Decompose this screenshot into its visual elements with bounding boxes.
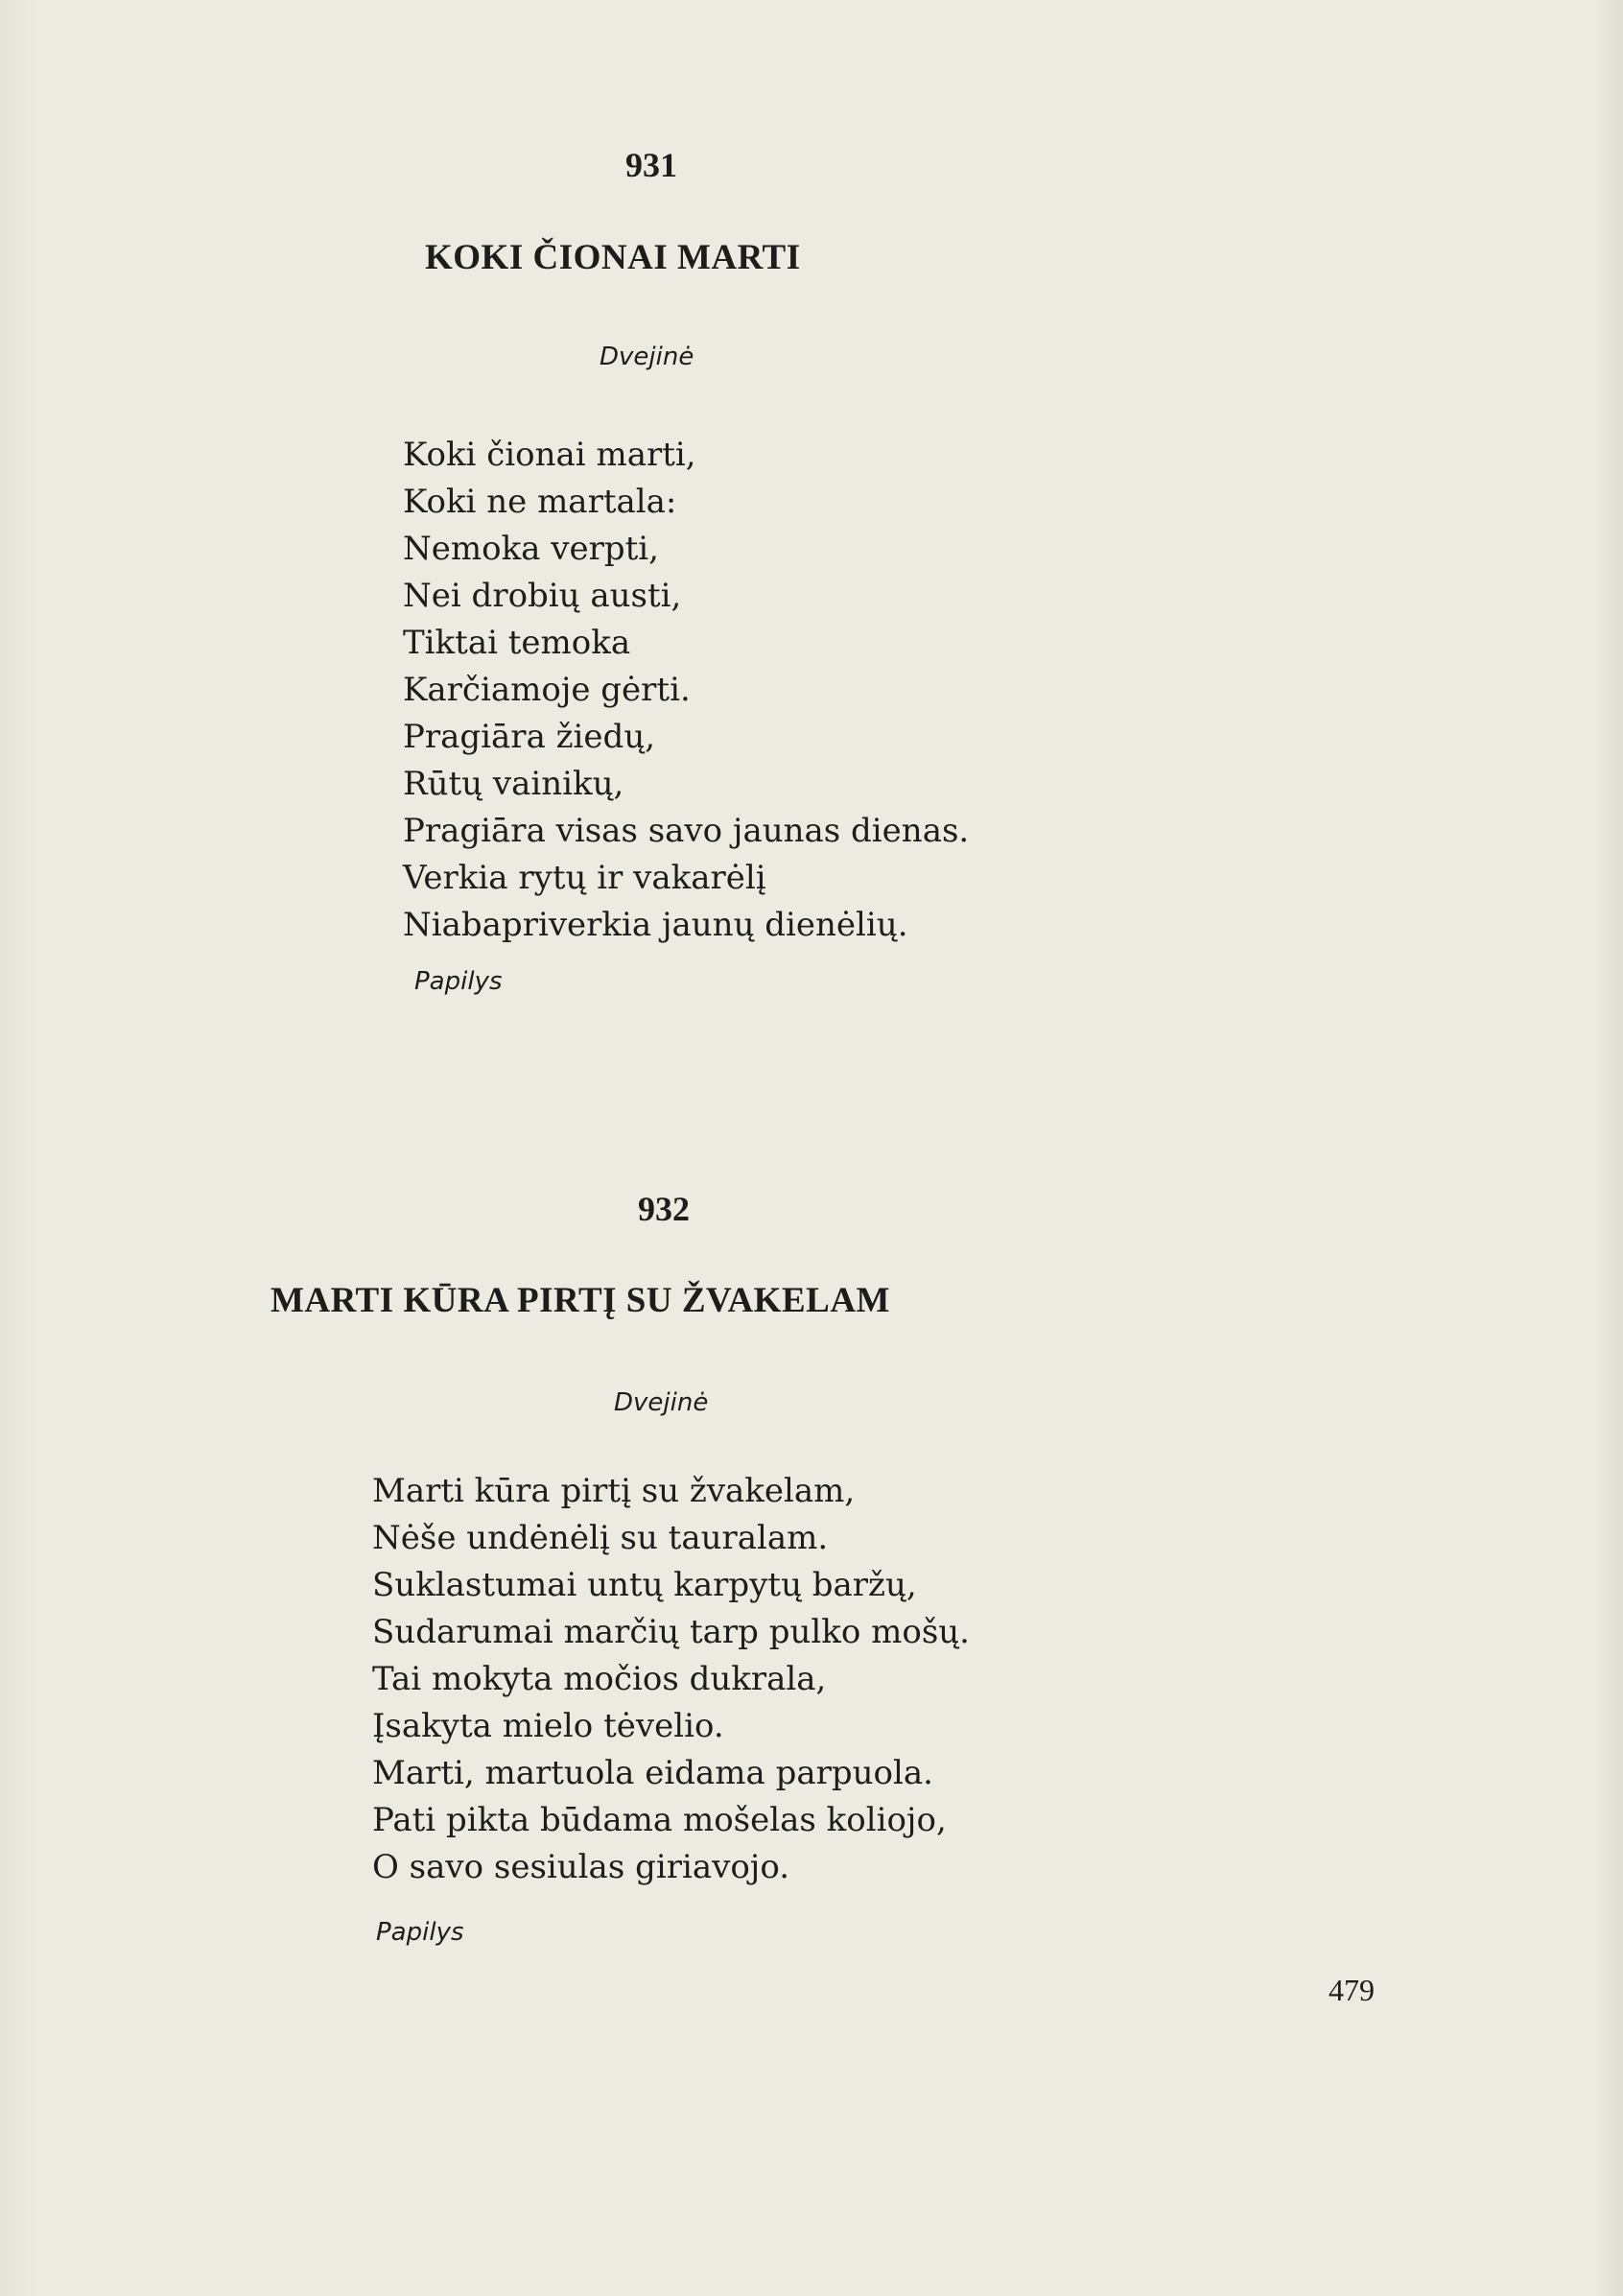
verse-line: Karčiamoje gėrti. (403, 671, 691, 709)
song-genre: Dvejinė (600, 343, 694, 371)
verse-line: Marti, martuola eidama parpuola. (372, 1754, 933, 1792)
verse-line: Nei drobių austi, (403, 577, 682, 615)
verse-line: Sudarumai marčių tarp pulko mošų. (372, 1613, 970, 1651)
song-title: KOKI ČIONAI MARTI (425, 238, 801, 277)
verse-line: Koki ne martala: (403, 483, 677, 521)
verse-line: Niabapriverkia jaunų dienėlių. (403, 906, 908, 944)
verse-line: Pragiāra žiedų, (403, 718, 656, 756)
verse-line: Verkia rytų ir vakarėlį (403, 859, 766, 897)
song-place: Papilys (414, 967, 503, 996)
verse (372, 1468, 970, 1891)
verse-line: Pati pikta būdama mošelas koliojo, (372, 1801, 947, 1839)
verse-line: Marti kūra pirtį su žvakelam, (372, 1472, 856, 1510)
song-place: Papilys (376, 1918, 464, 1947)
song-genre: Dvejinė (614, 1388, 709, 1417)
verse-line: O savo sesiulas giriavojo. (372, 1848, 790, 1886)
song-title: MARTI KŪRA PIRTĮ SU ŽVAKELAM (270, 1281, 890, 1320)
verse-line: Tiktai temoka (403, 624, 631, 662)
song-number: 931 (625, 146, 677, 184)
verse-line: Koki čionai marti, (403, 436, 696, 474)
verse-line: Įsakyta mielo tėvelio. (372, 1707, 724, 1745)
verse-line: Suklastumai untų karpytų baržų, (372, 1566, 917, 1604)
verse-line: Nemoka verpti, (403, 530, 659, 568)
verse-line: Pragiāra visas savo jaunas dienas. (403, 812, 970, 850)
verse-line: Nėše undėnėlį su tauralam. (372, 1519, 829, 1557)
page-number: 479 (1329, 1973, 1375, 2007)
verse (403, 432, 969, 949)
verse-line: Rūtų vainikų, (403, 765, 624, 803)
song-number: 932 (638, 1190, 690, 1228)
verse-line: Tai mokyta močios dukrala, (372, 1660, 827, 1698)
